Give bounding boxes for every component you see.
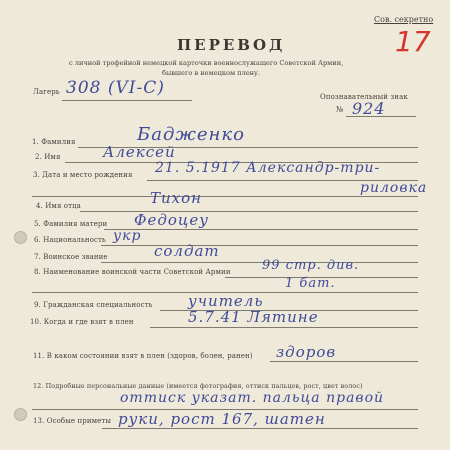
field-rule-features <box>102 428 418 429</box>
field-value-condition: здоров <box>276 343 337 361</box>
field-value-profession: учитель <box>188 292 264 310</box>
field-label-captured: 10. Когда и где взят в плен <box>30 318 134 326</box>
identity-tag-prefix: № <box>336 105 344 114</box>
field-value-nationality: укр <box>113 228 142 244</box>
field-rule-captured <box>150 327 418 328</box>
field-label-first-name: 2. Имя <box>35 153 61 161</box>
field-label-features: 13. Особые приметы <box>33 417 112 425</box>
field-label-condition: 11. В каком состоянии взят в плен (здоров, болен, ранен) <box>33 352 253 360</box>
camp-label: Лагерь <box>33 88 60 96</box>
secret-mark: Сов. секретно <box>374 15 434 24</box>
field-rule-birth-cont <box>32 196 418 197</box>
page-title: ПЕРЕВОД <box>177 36 286 54</box>
field-label-rank: 7. Воинское звание <box>34 253 108 261</box>
page-subtitle-2: бывшего в немецком плену. <box>162 69 261 77</box>
field-value-patronymic: Тихон <box>150 189 203 207</box>
binder-hole-top <box>14 231 27 244</box>
field-label-personal-data: 12. Подробные персональные данные (имеется фотография, оттиск пальцев, рост, цвет волос) <box>33 382 363 390</box>
identity-tag-value: 924 <box>352 99 386 118</box>
field-value-surname: Бадженко <box>137 124 245 145</box>
camp-rule <box>62 100 192 101</box>
field-label-mother-surname: 5. Фамилия матери <box>34 220 108 228</box>
binder-hole-bottom <box>14 408 27 421</box>
field-value-rank: солдат <box>154 242 220 260</box>
page-subtitle-1: с личной трофейной немецкой карточки военнослужащего Советской Армии, <box>69 59 344 67</box>
field-rule-condition <box>270 361 418 362</box>
sheet-number: 17 <box>395 25 431 58</box>
field-value-birth: 21. 5.1917 Александр-три- <box>155 160 381 176</box>
field-label-nationality: 6. Национальность <box>34 236 106 244</box>
field-value-unit-cont: 1 бат. <box>285 276 336 291</box>
field-label-profession: 9. Гражданская специальность <box>34 301 153 309</box>
field-value-captured: 5.7.41 Лятине <box>188 308 319 326</box>
field-label-unit: 8. Наименование воинской части Советской Армии <box>34 268 231 276</box>
field-rule-nationality <box>101 245 418 246</box>
field-value-personal-data: оттиск указат. пальца правой <box>120 390 385 406</box>
field-label-surname: 1. Фамилия <box>32 138 76 146</box>
field-rule-mother-surname <box>104 229 418 230</box>
field-label-birth: 3. Дата и место рождения <box>33 171 133 179</box>
field-label-patronymic: 4. Имя отца <box>36 202 81 210</box>
camp-value: 308 (VI-C) <box>66 78 165 98</box>
field-value-first-name: Алексей <box>103 143 176 161</box>
field-rule-rank <box>101 262 418 263</box>
field-value-features: руки, рост 167, шатен <box>118 410 326 428</box>
field-value-mother-surname: Федоцеу <box>134 211 209 229</box>
field-rule-patronymic <box>80 211 418 212</box>
field-value-birth-cont: риловка <box>360 180 428 196</box>
field-value-unit: 99 стр. див. <box>262 258 360 273</box>
identity-tag-label: Опознавательный знак <box>320 93 408 101</box>
